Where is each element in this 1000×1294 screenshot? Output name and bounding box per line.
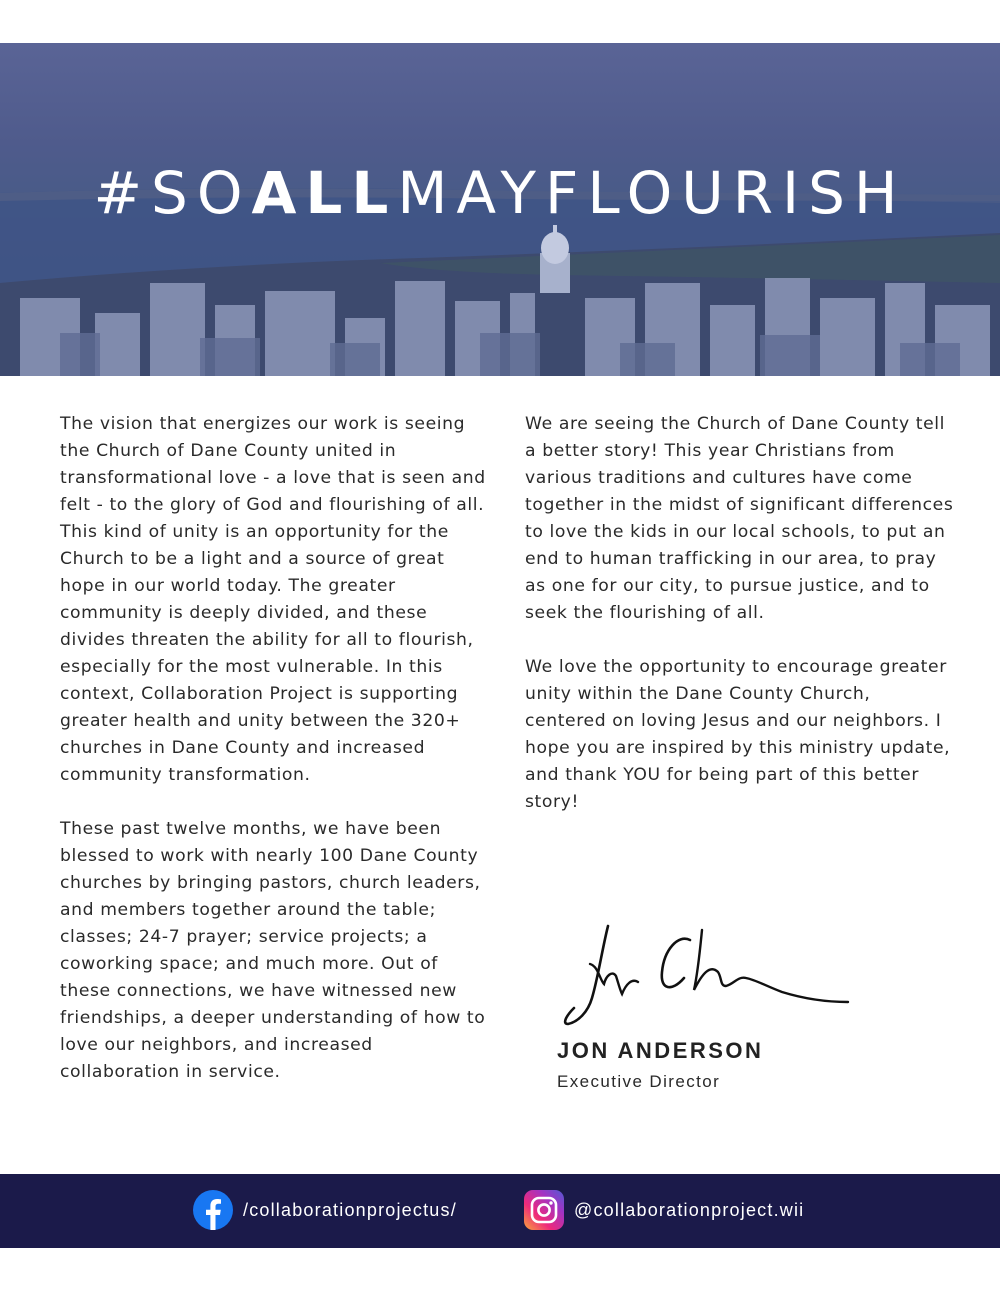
signer-name: JON ANDERSON — [557, 1038, 764, 1063]
facebook-handle: /collaborationprojectus/ — [243, 1199, 457, 1220]
letter-paragraph: We love the opportunity to encourage greater unity within the Dane County Church, centered on loving Jesus and our neighbors. I hope you are inspired by this ministry update, and thank YOU for being part of this better story! — [525, 657, 951, 812]
facebook-icon — [193, 1190, 233, 1230]
title-emphasis: ALL — [251, 159, 398, 227]
letter-right-column — [525, 411, 955, 843]
hero-banner — [0, 43, 1000, 376]
letter-paragraph: The vision that energizes our work is seeing the Church of Dane County united in transformational love - a love that is seen and felt - to the glory of God and flourishing of all. This kind of unity is an opportunity for the Church to be a light and a source of great hope in our world today. The greater community is deeply divided, and these divides threaten the ability for all to flourish, especially for the most vulnerable. In this context, Collaboration Project is supporting greater health and unity between the 320+ churches in Dane County and increased community transformation. — [60, 414, 486, 785]
title-prefix: #SO — [93, 159, 252, 227]
letter-paragraph: These past twelve months, we have been blessed to work with nearly 100 Dane County churches by bringing pastors, church leaders, and members together around the table; classes; 24-7 prayer; service projects; a coworking space; and much more. Out of these connections, we have witnessed new friendships, a deeper understanding of how to love our neighbors, and increased collaboration in service. — [60, 819, 486, 1082]
footer-bar — [0, 1174, 1000, 1248]
letter-left-column — [60, 411, 490, 1113]
title-suffix: MAYFLOURISH — [397, 159, 907, 227]
facebook-link[interactable] — [193, 1190, 457, 1230]
letter-paragraph: We are seeing the Church of Dane County tell a better story! This year Christians from various traditions and cultures have come together in the midst of significant differences to love the kids in our local schools, to put an end to human trafficking in our area, to pray as one for our city, to pursue justice, and to seek the flourishing of all. — [525, 414, 954, 623]
signer-title: Executive Director — [557, 1072, 721, 1091]
instagram-link[interactable] — [524, 1190, 804, 1230]
instagram-handle: @collaborationproject.wii — [574, 1199, 805, 1220]
hashtag-title — [0, 155, 1000, 231]
instagram-icon — [524, 1190, 564, 1230]
handwritten-signature — [560, 920, 860, 1035]
